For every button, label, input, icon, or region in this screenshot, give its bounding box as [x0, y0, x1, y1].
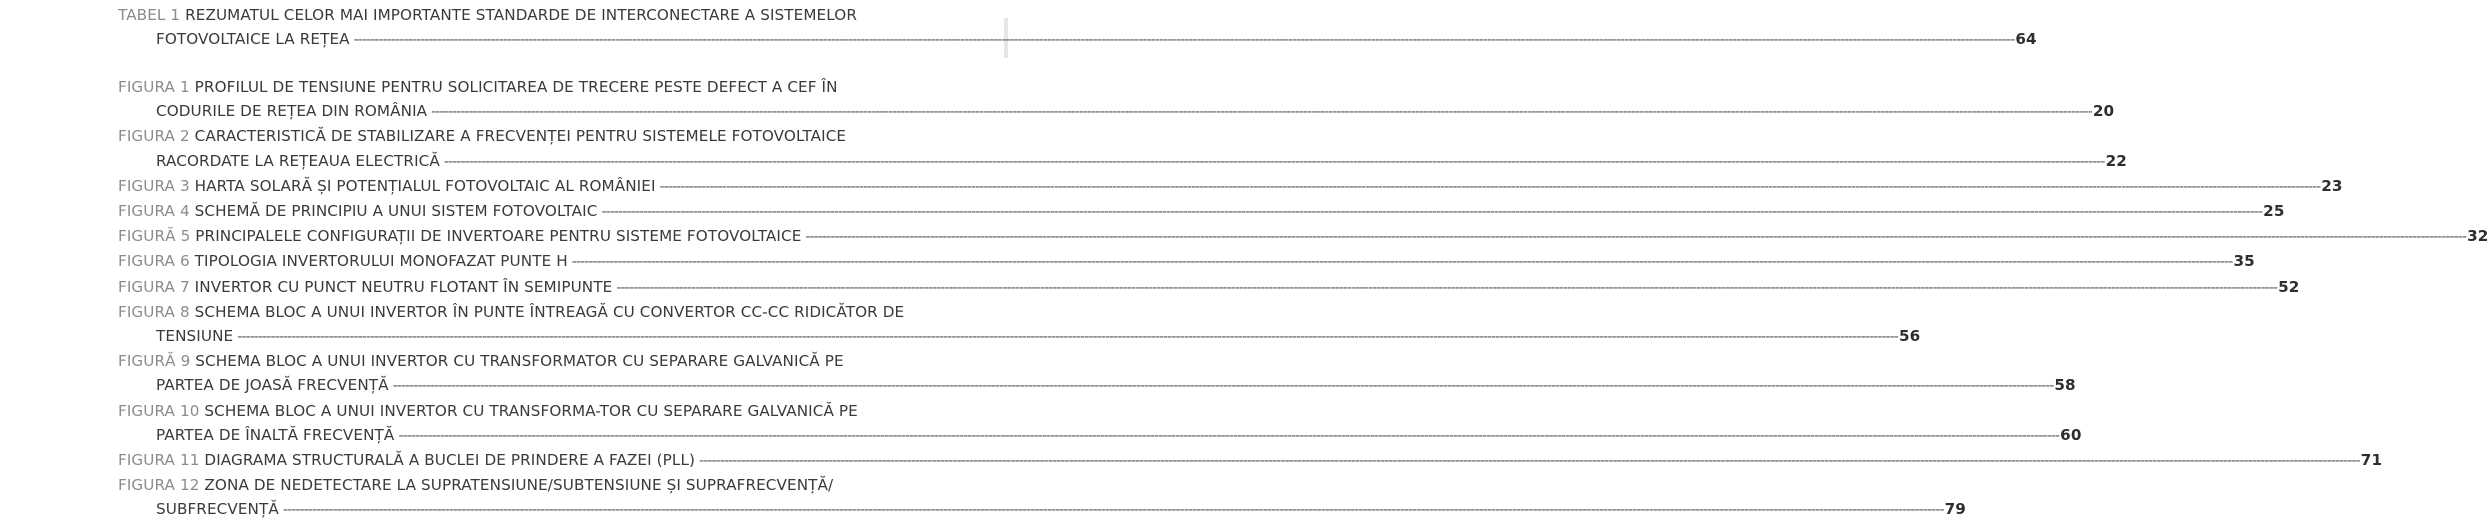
figure-entry[interactable] — [118, 174, 2343, 199]
figure-title: SCHEMA BLOC A UNUI INVERTOR CU TRANSFORMA-TOR CU SEPARARE GALVANICĂ PE — [204, 401, 858, 420]
page-number: 25 — [2263, 202, 2285, 221]
figure-title: HARTA SOLARĂ ȘI POTENȚIALUL FOTOVOLTAIC AL ROMÂNIEI — [194, 176, 656, 195]
page-number: 22 — [2105, 151, 2127, 170]
table-title: REZUMATUL CELOR MAI IMPORTANTE STANDARDE DE INTERCONECTARE A SISTEMELOR — [185, 6, 857, 24]
page-number: 32 — [2467, 227, 2488, 246]
figure-title: RACORDATE LA REȚEAUA ELECTRICĂ — [156, 151, 440, 170]
dot-leader: ---------------------------------------------------------------------------------------------------------------------------------------------------------------------------------------------------------------------------------------------------------------------------------------------------------------------------------------------------------------------------------------------------------------- — [392, 378, 2054, 395]
figure-number: FIGURA 1 — [118, 78, 190, 96]
dot-leader: ---------------------------------------------------------------------------------------------------------------------------------------------------------------------------------------------------------------------------------------------------------------------------------------------------------------------------------------------------------------------------------------------------------------- — [601, 204, 2263, 221]
figure-entry[interactable] — [118, 224, 2488, 249]
table-title: FOTOVOLTAICE LA REȚEA — [156, 30, 350, 49]
dot-leader: ---------------------------------------------------------------------------------------------------------------------------------------------------------------------------------------------------------------------------------------------------------------------------------------------------------------------------------------------------------------------------------------------------------------- — [805, 229, 2467, 246]
dot-leader: ---------------------------------------------------------------------------------------------------------------------------------------------------------------------------------------------------------------------------------------------------------------------------------------------------------------------------------------------------------------------------------------------------------------- — [282, 502, 1944, 519]
page-number: 56 — [1898, 327, 1921, 346]
figure-title: PARTEA DE ÎNALTĂ FRECVENȚĂ — [156, 425, 395, 444]
figure-number: FIGURĂ 5 — [118, 227, 191, 246]
page-number: 64 — [2015, 30, 2037, 49]
figure-title: SCHEMA BLOC A UNUI INVERTOR ÎN PUNTE ÎNTREAGĂ CU CONVERTOR CC-CC RIDICĂTOR DE — [194, 302, 905, 321]
figure-number: FIGURA 6 — [118, 252, 190, 271]
figure-title: CARACTERISTICĂ DE STABILIZARE A FRECVENȚEI PENTRU SISTEMELE FOTOVOLTAICE — [194, 127, 847, 146]
dot-leader: ---------------------------------------------------------------------------------------------------------------------------------------------------------------------------------------------------------------------------------------------------------------------------------------------------------------------------------------------------------------------------------------------------------------- — [659, 178, 2321, 195]
figure-title: PARTEA DE JOASĂ FRECVENȚĂ — [156, 376, 389, 395]
page-number: 71 — [2360, 451, 2383, 470]
list-of-figures — [118, 75, 2488, 523]
figure-entry[interactable] — [118, 473, 1966, 522]
figure-number: FIGURA 4 — [118, 202, 190, 221]
figure-entry[interactable] — [118, 75, 2115, 124]
dot-leader: ---------------------------------------------------------------------------------------------------------------------------------------------------------------------------------------------------------------------------------------------------------------------------------------------------------------------------------------------------------------------------------------------------------------- — [443, 153, 2105, 170]
page-number: 58 — [2054, 376, 2076, 395]
figure-number: FIGURA 12 — [118, 476, 200, 495]
figure-title: CODURILE DE REȚEA DIN ROMÂNIA — [156, 102, 428, 121]
page-number: 60 — [2060, 425, 2082, 444]
figure-entry[interactable] — [118, 448, 2383, 473]
figure-title: SUBFRECVENȚĂ — [156, 500, 279, 519]
figure-number: FIGURA 11 — [118, 451, 200, 470]
figure-number: FIGURA 2 — [118, 127, 190, 146]
figure-title: PROFILUL DE TENSIUNE PENTRU SOLICITAREA DE TRECERE PESTE DEFECT A CEF ÎN — [194, 78, 838, 96]
figure-title: TIPOLOGIA INVERTORULUI MONOFAZAT PUNTE H — [194, 252, 568, 271]
figure-title: SCHEMA BLOC A UNUI INVERTOR CU TRANSFORMATOR CU SEPARARE GALVANICĂ PE — [195, 352, 844, 371]
page-number: 35 — [2233, 252, 2255, 271]
table-number: TABEL 1 — [118, 6, 181, 24]
dot-leader: ---------------------------------------------------------------------------------------------------------------------------------------------------------------------------------------------------------------------------------------------------------------------------------------------------------------------------------------------------------------------------------------------------------------- — [431, 104, 2092, 121]
figure-number: FIGURA 7 — [118, 277, 190, 296]
figure-entry[interactable] — [118, 124, 2127, 173]
dot-leader: ---------------------------------------------------------------------------------------------------------------------------------------------------------------------------------------------------------------------------------------------------------------------------------------------------------------------------------------------------------------------------------------------------------------- — [699, 453, 2360, 470]
figure-title: PRINCIPALELE CONFIGURAȚII DE INVERTOARE PENTRU SISTEME FOTOVOLTAICE — [195, 227, 802, 246]
page-number: 79 — [1944, 500, 1966, 519]
dot-leader: ---------------------------------------------------------------------------------------------------------------------------------------------------------------------------------------------------------------------------------------------------------------------------------------------------------------------------------------------------------------------------------------------------------------- — [353, 32, 2015, 49]
figure-entry[interactable] — [118, 249, 2255, 274]
figure-entry[interactable] — [118, 399, 2082, 448]
dot-leader: ---------------------------------------------------------------------------------------------------------------------------------------------------------------------------------------------------------------------------------------------------------------------------------------------------------------------------------------------------------------------------------------------------------------- — [571, 254, 2233, 271]
figure-title: ZONA DE NEDETECTARE LA SUPRATENSIUNE/SUBTENSIUNE ȘI SUPRAFRECVENȚĂ/ — [204, 476, 834, 495]
figure-number: FIGURĂ 9 — [118, 352, 191, 371]
figure-title: DIAGRAMA STRUCTURALĂ A BUCLEI DE PRINDERE A FAZEI (PLL) — [204, 451, 696, 470]
figure-title: INVERTOR CU PUNCT NEUTRU FLOTANT ÎN SEMIPUNTE — [194, 277, 613, 296]
dot-leader: ---------------------------------------------------------------------------------------------------------------------------------------------------------------------------------------------------------------------------------------------------------------------------------------------------------------------------------------------------------------------------------------------------------------- — [398, 427, 2060, 444]
page-number: 52 — [2278, 277, 2300, 296]
page-number: 23 — [2321, 176, 2343, 195]
page-number: 20 — [2092, 102, 2115, 121]
dot-leader: ---------------------------------------------------------------------------------------------------------------------------------------------------------------------------------------------------------------------------------------------------------------------------------------------------------------------------------------------------------------------------------------------------------------- — [616, 279, 2278, 296]
figure-number: FIGURA 3 — [118, 176, 190, 195]
figure-number: FIGURA 10 — [118, 401, 200, 420]
figure-entry[interactable] — [118, 275, 2300, 300]
figure-entry[interactable] — [118, 199, 2285, 224]
figure-title: TENSIUNE — [156, 327, 234, 346]
figure-number: FIGURA 8 — [118, 302, 190, 321]
dot-leader: ---------------------------------------------------------------------------------------------------------------------------------------------------------------------------------------------------------------------------------------------------------------------------------------------------------------------------------------------------------------------------------------------------------------- — [237, 329, 1898, 346]
table-entry[interactable] — [118, 3, 2037, 52]
figure-entry[interactable] — [118, 300, 1921, 349]
figure-title: SCHEMĂ DE PRINCIPIU A UNUI SISTEM FOTOVOLTAIC — [194, 202, 598, 221]
figure-entry[interactable] — [118, 349, 2076, 398]
list-of-tables — [118, 3, 2037, 52]
